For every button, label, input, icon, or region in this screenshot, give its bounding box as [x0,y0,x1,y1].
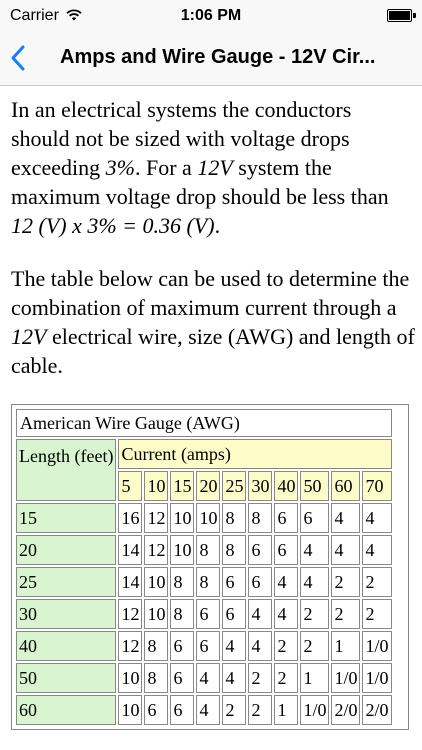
current-header: Current (amps) [118,439,391,469]
gauge-cell: 8 [144,663,168,693]
gauge-cell: 2 [222,695,246,725]
gauge-cell: 6 [196,599,220,629]
gauge-cell: 10 [144,567,168,597]
carrier-label: Carrier [10,7,59,24]
gauge-cell: 1/0 [362,631,391,661]
gauge-cell: 4 [248,599,272,629]
length-cell: 15 [16,503,116,533]
gauge-cell: 6 [170,631,194,661]
gauge-cell: 4 [300,567,329,597]
gauge-cell: 4 [300,535,329,565]
gauge-cell: 10 [196,503,220,533]
gauge-cell: 1 [300,663,329,693]
gauge-cell: 6 [170,695,194,725]
gauge-cell: 8 [144,631,168,661]
gauge-cell: 12 [118,631,142,661]
gauge-cell: 4 [196,695,220,725]
gauge-cell: 6 [170,663,194,693]
table-row [16,663,392,693]
gauge-cell: 2 [362,599,391,629]
gauge-cell: 1/0 [331,663,360,693]
gauge-cell: 8 [170,599,194,629]
gauge-cell: 6 [222,599,246,629]
length-cell: 50 [16,663,116,693]
table-description-paragraph: The table below can be used to determine the combination of maximum current through a 12V electrical wire, size (AWG) and length of cable. [11,266,415,378]
gauge-cell: 6 [196,631,220,661]
gauge-cell: 10 [118,695,142,725]
gauge-cell: 2 [274,663,298,693]
amp-header-cell: 15 [170,471,194,501]
gauge-cell: 6 [144,695,168,725]
gauge-cell: 16 [118,503,142,533]
gauge-cell: 2 [331,599,360,629]
amp-header-cell: 20 [196,471,220,501]
length-cell: 60 [16,695,116,725]
gauge-cell: 4 [196,663,220,693]
gauge-cell: 4 [331,503,360,533]
gauge-cell: 2 [300,599,329,629]
gauge-cell: 12 [118,599,142,629]
gauge-cell: 4 [274,567,298,597]
battery-icon [387,9,412,22]
table-caption: American Wire Gauge (AWG) [16,409,392,437]
amp-header-cell: 30 [248,471,272,501]
gauge-cell: 4 [222,663,246,693]
amp-header-cell: 60 [331,471,360,501]
table-row [16,695,392,725]
awg-table-grid [14,407,394,727]
gauge-cell: 6 [274,535,298,565]
article-body [11,95,415,380]
gauge-cell: 10 [170,503,194,533]
gauge-cell: 4 [362,503,391,533]
back-button[interactable] [0,30,40,86]
amp-header-cell: 70 [362,471,391,501]
status-time: 1:06 PM [180,7,242,24]
gauge-cell: 4 [362,535,391,565]
table-row [16,599,392,629]
page-title: Amps and Wire Gauge - 12V Cir... [60,46,376,68]
amp-header-cell: 10 [144,471,168,501]
gauge-cell: 6 [222,567,246,597]
gauge-cell: 8 [222,503,246,533]
gauge-cell: 8 [170,567,194,597]
table-row [16,631,392,661]
gauge-cell: 2 [248,663,272,693]
gauge-cell: 6 [248,567,272,597]
gauge-cell: 10 [170,535,194,565]
length-header: Length (feet) [16,439,116,501]
gauge-cell: 2/0 [362,695,391,725]
length-cell: 40 [16,631,116,661]
gauge-cell: 4 [222,631,246,661]
intro-paragraph: In an electrical systems the conductors should not be sized with voltage drops exceeding 3%. For a 12V system the maximum voltage drop should be less than 12 (V) x 3% = 0.36 (V). [11,97,389,238]
gauge-cell: 2 [331,567,360,597]
amp-header-cell: 5 [118,471,142,501]
amp-header-cell: 40 [274,471,298,501]
gauge-cell: 8 [196,535,220,565]
gauge-cell: 14 [118,535,142,565]
gauge-cell: 12 [144,503,168,533]
gauge-cell: 2/0 [331,695,360,725]
gauge-cell: 8 [248,503,272,533]
length-cell: 25 [16,567,116,597]
length-cell: 30 [16,599,116,629]
chevron-left-icon [10,44,26,72]
gauge-cell: 1 [331,631,360,661]
gauge-cell: 8 [196,567,220,597]
gauge-cell: 1 [274,695,298,725]
gauge-cell: 10 [144,599,168,629]
gauge-cell: 6 [274,503,298,533]
gauge-cell: 10 [118,663,142,693]
table-row [16,503,392,533]
navigation-bar [0,30,422,86]
gauge-cell: 12 [144,535,168,565]
gauge-cell: 2 [274,631,298,661]
length-cell: 20 [16,535,116,565]
gauge-cell: 2 [300,631,329,661]
table-row [16,535,392,565]
gauge-cell: 4 [331,535,360,565]
status-bar [0,0,422,30]
gauge-cell: 2 [362,567,391,597]
amp-header-cell: 50 [300,471,329,501]
table-row [16,567,392,597]
gauge-cell: 1/0 [300,695,329,725]
gauge-cell: 6 [300,503,329,533]
gauge-cell: 2 [248,695,272,725]
gauge-cell: 1/0 [362,663,391,693]
gauge-cell: 8 [222,535,246,565]
awg-table [11,404,409,730]
gauge-cell: 4 [248,631,272,661]
amp-header-cell: 25 [222,471,246,501]
gauge-cell: 14 [118,567,142,597]
gauge-cell: 6 [248,535,272,565]
gauge-cell: 4 [274,599,298,629]
